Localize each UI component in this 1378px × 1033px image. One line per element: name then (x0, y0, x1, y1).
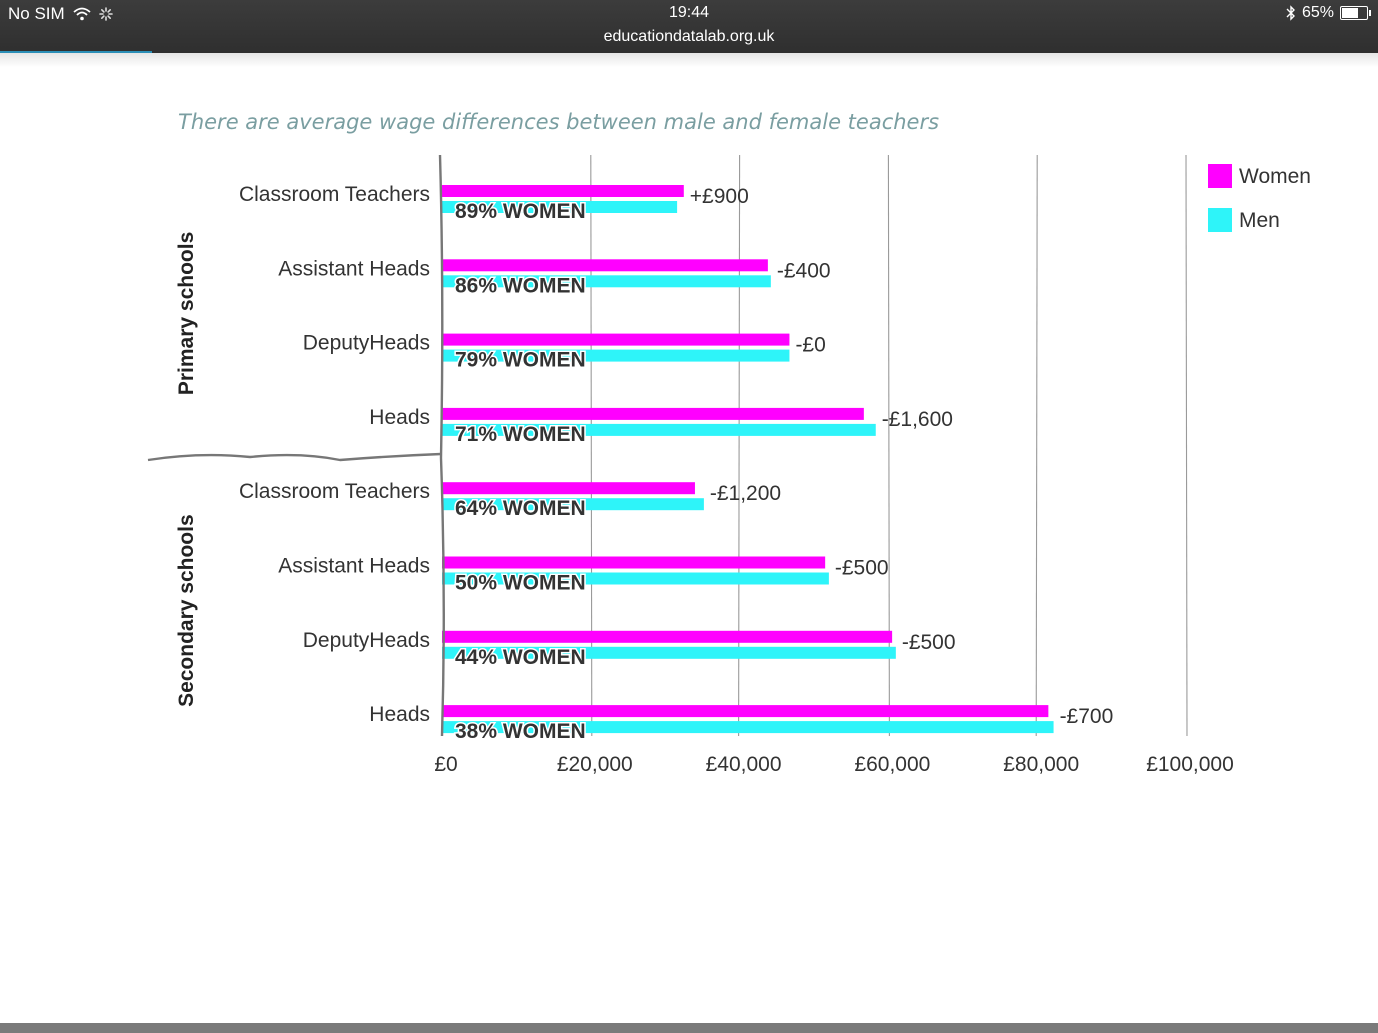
share-label: 71% WOMEN (455, 422, 586, 446)
y-axis-line (440, 155, 444, 736)
category-label: Classroom Teachers (238, 480, 430, 504)
chart-subtitle: There are average wage differences between male and female teachers (178, 110, 940, 134)
gap-label: -£500 (834, 556, 889, 580)
legend-label: Women (1239, 165, 1311, 188)
gap-label: -£700 (1059, 705, 1114, 729)
gap-label: -£400 (776, 259, 831, 283)
bar-women (442, 259, 768, 271)
gridline (1036, 155, 1037, 736)
bottom-bar (0, 1023, 1378, 1033)
share-label: 79% WOMEN (455, 348, 586, 372)
x-tick-label: £20,000 (556, 753, 633, 776)
gap-label: -£0 (795, 333, 826, 357)
share-label: 89% WOMEN (455, 200, 586, 223)
group-divider (148, 454, 441, 460)
bar-women (442, 557, 825, 569)
legend-swatch (1208, 164, 1232, 188)
x-tick-label: £60,000 (854, 753, 931, 776)
address-url[interactable]: educationdatalab.org.uk (603, 28, 775, 45)
x-tick-label: £100,000 (1146, 753, 1234, 776)
carrier-label: No SIM (8, 4, 65, 23)
legend-swatch (1208, 208, 1232, 232)
category-label: Heads (369, 405, 430, 429)
x-tick-label: £40,000 (705, 753, 782, 776)
group-label: Secondary schools (175, 514, 198, 707)
bar-women (442, 185, 684, 197)
category-label: Classroom Teachers (238, 183, 430, 206)
bar-women (442, 631, 892, 643)
category-label: Assistant Heads (278, 257, 430, 281)
bar-women (442, 482, 695, 494)
gap-label: +£900 (689, 185, 749, 208)
x-tick-label: £80,000 (1003, 753, 1080, 776)
clock: 19:44 (668, 4, 710, 21)
share-label: 86% WOMEN (455, 274, 586, 298)
share-label: 44% WOMEN (455, 645, 586, 669)
category-label: Assistant Heads (278, 554, 430, 578)
gap-label: -£500 (901, 630, 956, 654)
gridline (1186, 155, 1187, 736)
category-label: DeputyHeads (302, 331, 430, 355)
share-label: 38% WOMEN (455, 720, 586, 744)
category-label: Heads (369, 703, 430, 727)
category-label: DeputyHeads (302, 628, 430, 652)
bar-women (442, 334, 789, 346)
share-label: 50% WOMEN (455, 571, 586, 595)
legend-label: Men (1239, 209, 1280, 232)
battery-percent: 65% (1301, 4, 1334, 21)
gap-label: -£1,200 (709, 482, 782, 506)
gap-label: -£1,600 (881, 407, 953, 431)
group-label: Primary schools (175, 231, 198, 396)
x-tick-label: £0 (434, 753, 458, 776)
share-label: 64% WOMEN (455, 497, 586, 521)
bar-women (442, 408, 864, 420)
bar-women (442, 705, 1048, 717)
